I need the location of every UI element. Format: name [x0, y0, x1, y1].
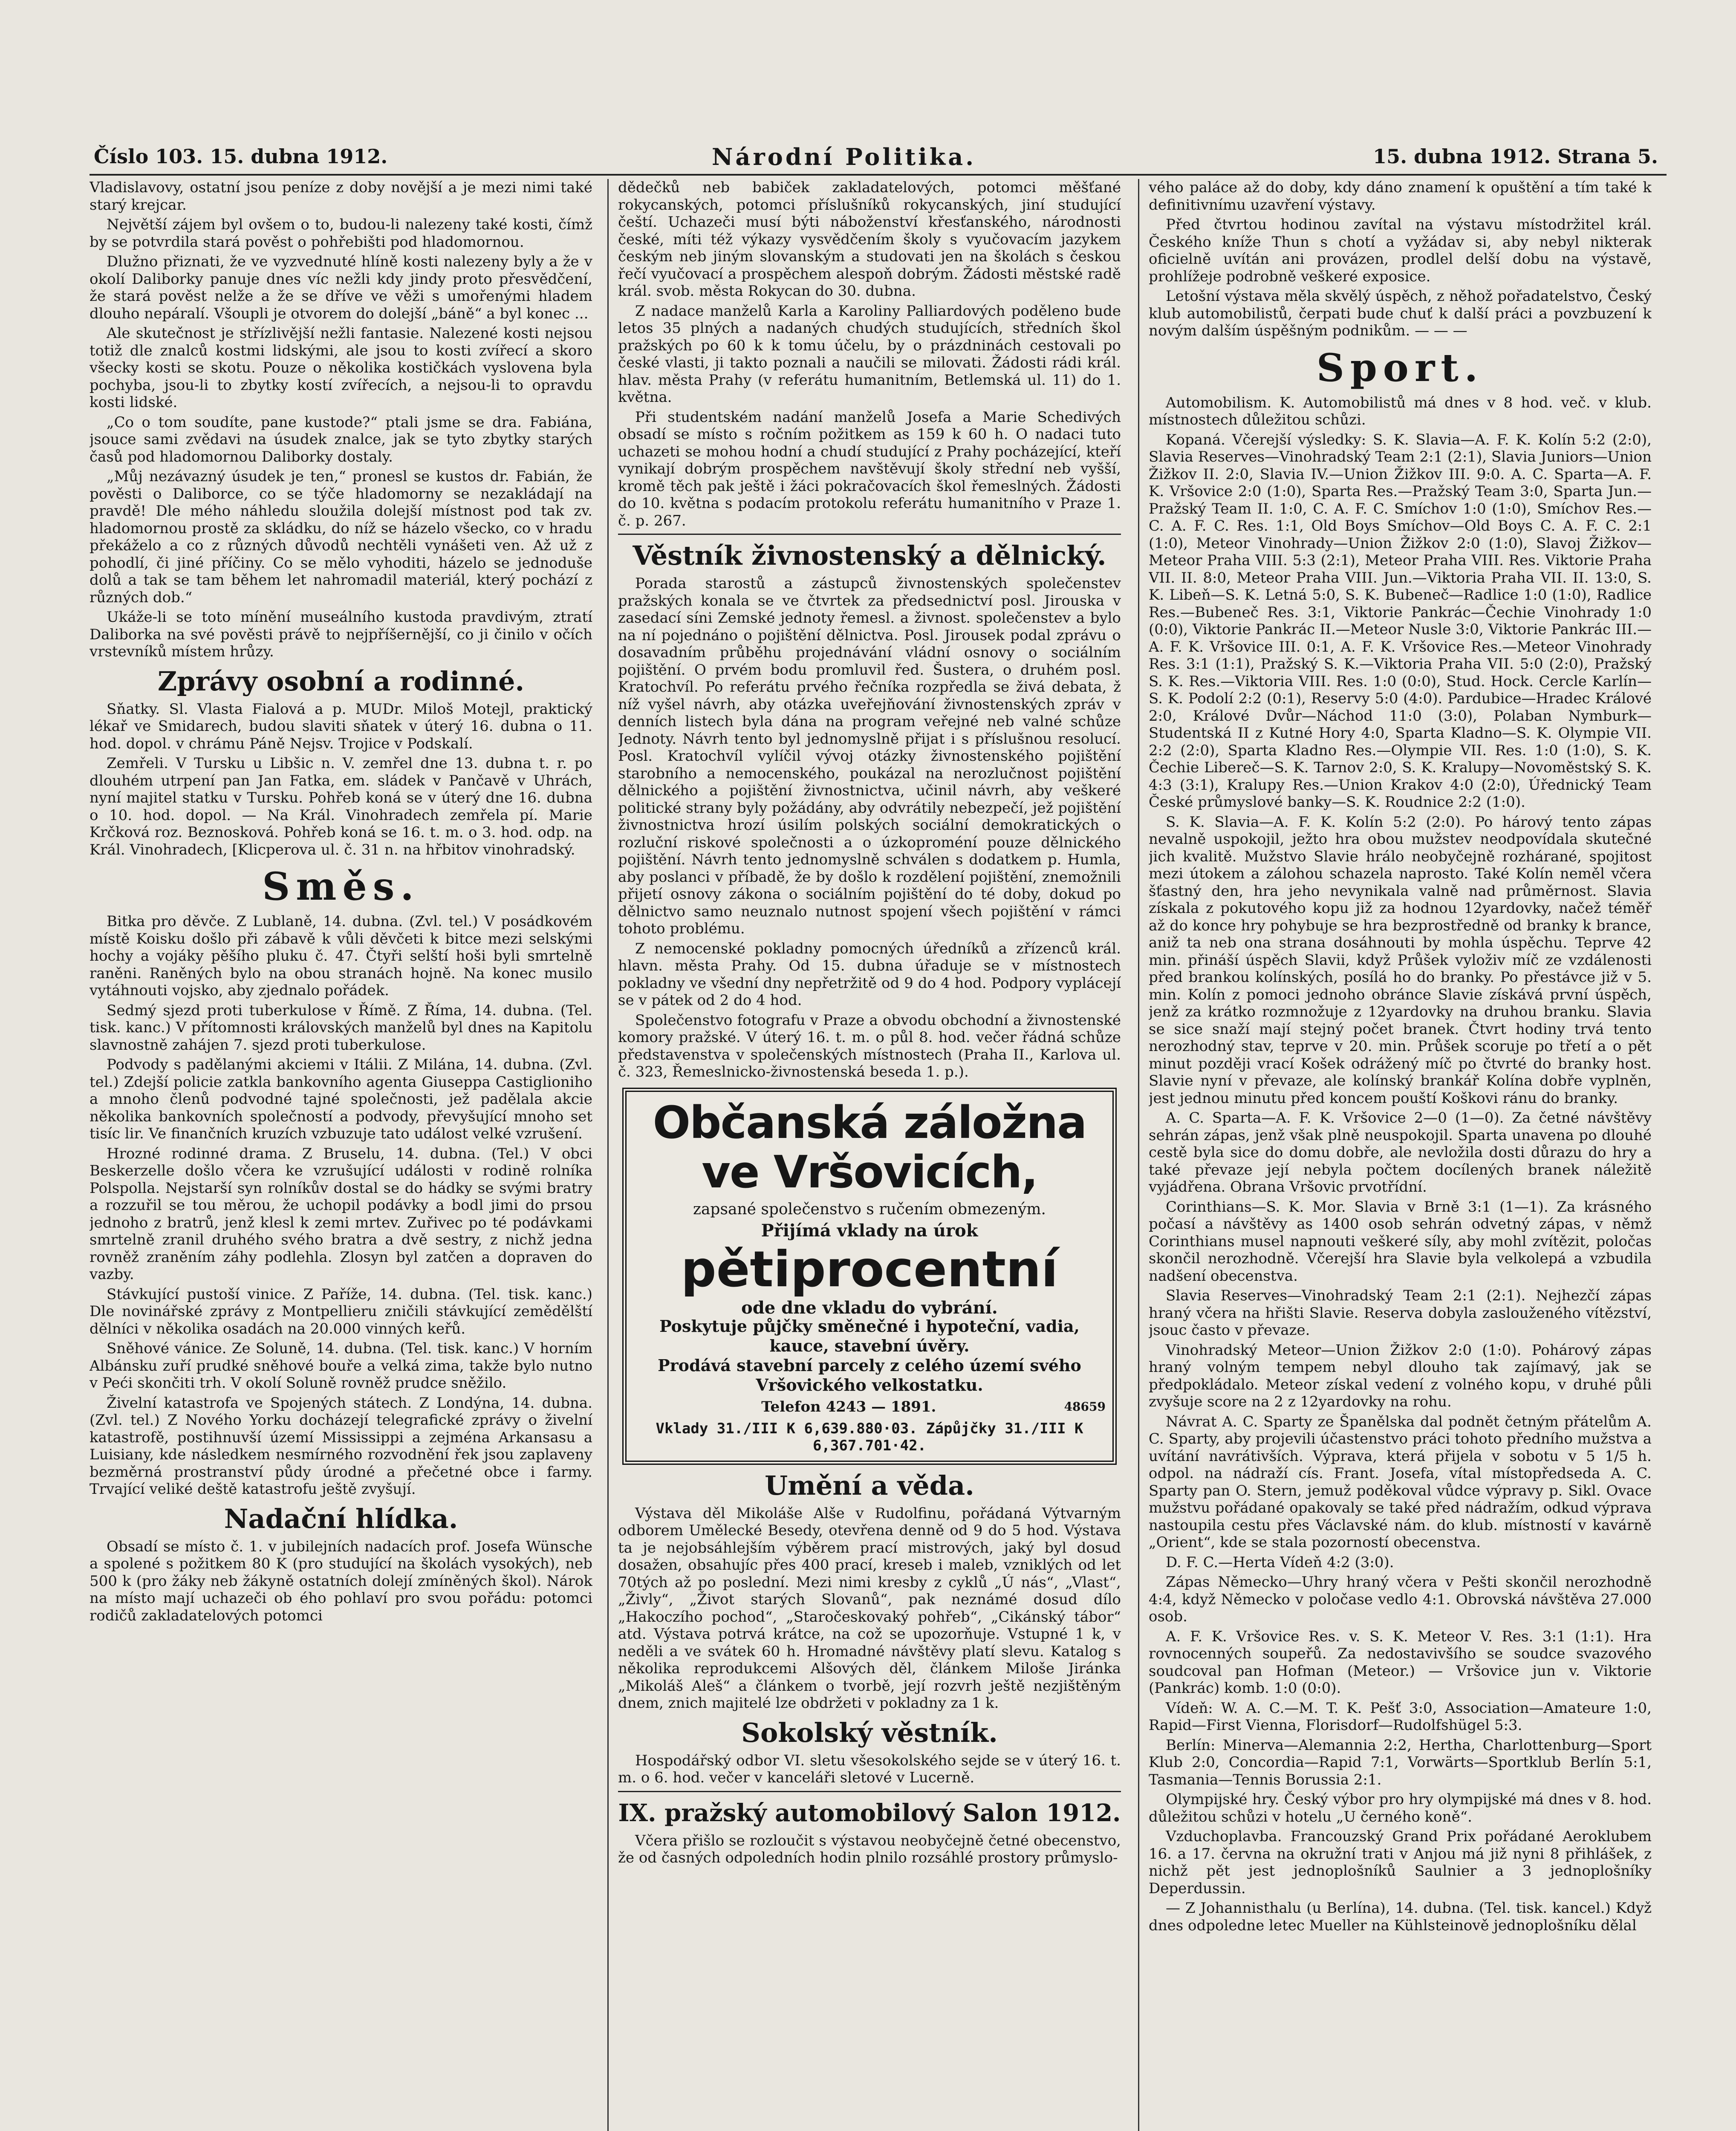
divider — [618, 1791, 1121, 1792]
paragraph: Vídeň: W. A. C.—M. T. K. Pešť 3:0, Association—Amateure 1:0, Rapid—First Vienna, Florisdorf—Rudolfshügel 5:3. — [1149, 1699, 1652, 1734]
paragraph: Hospodářský odbor VI. sletu všesokolského sejde se v úterý 16. t. m. o 6. hod. večer v kanceláři sletové v Lucerně. — [618, 1752, 1121, 1786]
paragraph: Podvody s padělanými akciemi v Itálii. Z Milána, 14. dubna. (Zvl. tel.) Zdejší policie zatkla bankovního agenta Giuseppa Castiglioniho a mnoho členů podvodné tajné společnosti, jež padělala akcie několika bankovních společností a podvody, převyšující mnoho set tisíc lir. Ve finančních kruzích vzbuzuje tato událost velké vzrušení. — [90, 1056, 592, 1142]
ad-deposits: Vklady 31./III K 6,639.880·03. Zápůjčky 31./III K 6,367.701·42. — [656, 1420, 1083, 1454]
paragraph: Včera přišlo se rozloučit s výstavou neobyčejně četné obecenstvo, že od časných odpoledních hodin plnilo rozsáhlé prostory průmyslo- — [618, 1832, 1121, 1866]
column-3 — [1149, 179, 1652, 2131]
column-divider — [1138, 179, 1139, 2131]
page-info: 15. dubna 1912. Strana 5. — [1373, 145, 1658, 168]
section-heading: Nadační hlídka. — [224, 1503, 458, 1534]
section-heading: IX. pražský automobilový Salon 1912. — [618, 1799, 1121, 1827]
paragraph: Vinohradský Meteor—Union Žižkov 2:0 (1:0). Pohárový zápas hraný volným tempem nebyl dlouho tak zajímavý, jak se předpokládalo. Meteor získal vedení z volného kopu, v druhé půli zvyšuje score na 2 z 12yardovky na rohu. — [1149, 1341, 1652, 1410]
ad-phone — [633, 1398, 1106, 1416]
header-rule — [90, 174, 1667, 176]
paragraph: Hrozné rodinné drama. Z Bruselu, 14. dubna. (Tel.) V obci Beskerzelle došlo včera ke vzrušující události v rodině rolníka Polspolla. Nejstarší syn rolníkův dostal se do hádky se svými bratry a rozzuřil se tou měrou, že uchopil podávky a bodl jimi do prsou jednoho z bratrů, jenž klesl k zemi mrtev. Zuřivec po té podávkami smrtelně zranil druhého svého bratra a dvě sestry, z nichž jedna rovněž zraněním záhy podlehla. Zlosyn byl zatčen a dopraven do vazby. — [90, 1145, 592, 1283]
paragraph: Z nemocenské pokladny pomocných úředníků a zřízenců král. hlavn. města Prahy. Od 15. dubna úřaduje se v místnostech pokladny ve všední dny nepřetržitě od 9 do 4 hod. Podpory vyplácejí se v pátek od 2 do 4 hod. — [618, 940, 1121, 1009]
paragraph: Sedmý sjezd proti tuberkulose v Římě. Z Říma, 14. dubna. (Tel. tisk. kanc.) V přítomnosti královských manželů byl dnes na Kapitolu slavnostně zahájen 7. sjezd proti tuberkulose. — [90, 1002, 592, 1054]
divider — [618, 534, 1121, 535]
paragraph: Ukáže-li se toto mínění museálního kustoda pravdivým, ztratí Daliborka na své pověsti právě to nejpříšernější, co ji činilo v očích vrstevníků místem hrůzy. — [90, 609, 592, 660]
paragraph: Porada starostů a zástupců živnostenských společenstev pražských konala se ve čtvrtek za předsednictví posl. Jirouska v zasedací síni Zemské jednoty řemesl. a živnost. společenstev a bylo na ní pojednáno o pojištění dělnictva. Posl. Jirousek podal zprávu o dosavadním průběhu projednávání vládní osnovy o sociálním pojištění. O prvém bodu promluvil řed. Šustera, o druhém posl. Kratochvíl. Po referátu prvého řečníka rozpředla se živá debata, ž níž vyšel návrh, aby otázka uveřejňování živnostenských zpráv v denních listech byla dána na program veřejné neb valné schůze Jednoty. Návrh tento byl jednomyslně přijat i s příslušnou resolucí. Posl. Kratochvíl vylíčil vývoj otázky živnostenského pojištění starobního a nemocenského, poukázal na nerozlučnost pojištění dělnického a pojištění živnostnictva, učinil návrh, aby veškeré politické strany byly požádány, aby odvrátily nebezpečí, jež pojištění živnostnictva hrozí úsilím polských sociální demokratických o rozluční riskové společnosti a o úzkoproméní pouze dělnického pojištění. Návrh tento jednomyslně schválen s dodatkem p. Humla, aby poslanci v příbadě, že by došlo k rozdělení pojištění, znemožnili přijetí osnovy zákona o sociálním pojištění do té doby, dokud po dělnictvo samo neuznalo nutnost spojení všech pojištění v rámci tohoto problému. — [618, 575, 1121, 937]
ad-interest: pětiprocentní — [681, 1240, 1058, 1298]
paragraph: Sněhové vánice. Ze Soluně, 14. dubna. (Tel. tisk. kanc.) V horním Albánsku zuří prudké sněhové bouře a velká zima, takže bylo nutno v Peći skončiti trh. V okolí Soluně rovněž prudce sněžilo. — [90, 1340, 592, 1392]
ad-line: ode dne vkladu do vybrání. — [741, 1297, 998, 1318]
paragraph: Živelní katastrofa ve Spojených státech. Z Londýna, 14. dubna. (Zvl. tel.) Z Nového Yorku docházejí telegrafické zprávy o živelní katastrofě, postihnuvší území Mississippi a zejména Arkansasu a Luisiany, kde následkem nesmírného rozvodnění řek jsou zaplaveny bezměrná prostranství půdy úrodné a přečetné obce i farmy. Trvající veliké deště katastrofu ještě zvyšují. — [90, 1394, 592, 1498]
paragraph: Corinthians—S. K. Mor. Slavia v Brně 3:1 (1—1). Za krásného počasí a návštěvy as 1400 osob sehrán odvetný zápas, v němž Corinthians musel napnouti veškeré síly, aby mohl zvítězit, poločas skončil nerozhodně. Včerejší hra Slavie byla velkolepá a vzbudila nadšení obecenstva. — [1149, 1198, 1652, 1285]
section-heading: Umění a věda. — [765, 1470, 974, 1501]
paragraph: Vladislavovy, ostatní jsou peníze z doby novější a je mezi nimi také starý krejcar. — [90, 179, 592, 214]
paragraph: — Z Johannisthalu (u Berlína), 14. dubna. (Tel. tisk. kancel.) Když dnes odpoledne letec Mueller na Kühlsteinově jednoplošníku dělal — [1149, 1900, 1652, 1934]
column-2 — [618, 179, 1121, 2131]
paragraph: „Co o tom soudíte, pane kustode?“ ptali jsme se dra. Fabiána, jsouce sami zvědavi na úsudek znalce, jak se tyto zbytky starých časů pod hladomornou Daliborky dostaly. — [90, 413, 592, 465]
section-heading: Sport. — [1316, 345, 1484, 390]
issue-info: Číslo 103. 15. dubna 1912. — [94, 145, 388, 168]
paragraph: D. F. C.—Herta Vídeň 4:2 (3:0). — [1166, 1553, 1394, 1571]
paragraph: A. F. K. Vršovice Res. v. S. K. Meteor V. Res. 3:1 (1:1). Hra rovnocenných soupeřů. Za nedostavivšího se soudce svazového soudcoval pan Hofman (Meteor.) — Vršovice jun v. Viktorie (Pankrác) komb. 1:0 (0:0). — [1149, 1628, 1652, 1697]
column-divider — [607, 179, 609, 2131]
ad-line: Přijímá vklady na úrok — [761, 1221, 978, 1241]
column-1 — [90, 179, 592, 2131]
paragraph: S. K. Slavia—A. F. K. Kolín 5:2 (2:0). Po hárový tento zápas nevalně uspokojil, ježto hra obou mužstev neodpovídala skutečné jich kvalitě. Mužstvo Slavie hrálo neobyčejně rozhárané, spojitost mezi útokem a zálohou schazela naprosto. Také Kolín neměl včera šťastný den, hra jeho nevynikala valně nad průměrnost. Slavia získala z pokutového kopu již za hodnou 12yardovky, načež téměř až do konce hry pohybuje se hra bezprostředně od branky k brance, aniž ta neb ona strana dosáhnouti by mohla úspěchu. Teprve 42 min. přináší úspěch Slavii, když Průšek vyloživ míč ze vzdálenosti před brankou kolínských, posílá ho do branky. Po přestávce již v 5. min. Kolín z pomoci jednoho obránce Slavie získává první úspěch, jenž za krátko rozmnožuje z 12yardovky na druhou branku. Slavia se sice snaží mají stejný počet branek. Čtvrt hodiny trvá tento nerozhodný stav, teprve v 20. min. Průšek scoruje po třetí a o pět minut později vrací Košek odrážený míč po čtvrté do branky host. Slavie nyní v převaze, ale kolínský brankář Kolína dobře vyplněn, jest jednou minutu před koncem pouští Koškovi ránu do branky. — [1149, 813, 1652, 1107]
paragraph: Automobilism. K. Automobilistů má dnes v 8 hod. več. v klub. místnostech důležitou schůzi. — [1149, 394, 1652, 428]
paragraph: vého paláce až do doby, kdy dáno znamení k opuštění a tím také k definitivnímu uzavření výstavy. — [1149, 179, 1652, 214]
paragraph: Před čtvrtou hodinou zavítal na výstavu místodržitel král. Českého kníže Thun s chotí a vyžádav si, aby nebyl nikterak oficielně uvítán ani provázen, prodlel delší dobu na výstavě, prohlížeje podrobně veškeré exposice. — [1149, 216, 1652, 285]
paragraph: Zápas Německo—Uhry hraný včera v Pešti skončil nerozhodně 4:4, když Německo v poločase vedlo 4:1. Obrovská návštěva 27.000 osob. — [1149, 1574, 1652, 1625]
paragraph: Obsadí se místo č. 1. v jubilejních nadacích prof. Josefa Wünsche a spolené s požitkem 80 K (pro studující na školách vysokých), neb 500 k (pro žáky neb žákyně ostatních dolejí zmíněných škol). Nárok na místo mají uchazeči ob ého pohlaví pro svou pořádu: potomci rodičů zakladatelových potomci — [90, 1538, 592, 1624]
paragraph: Z nadace manželů Karla a Karoliny Palliardových poděleno bude letos 35 plných a nadaných chudých studujících, středních škol pražských po 60 k k tomu účelu, by o prázdninách cestovali po české vlasti, ji takto poznali a naučili se milovati. Žádosti rádi král. hlav. města Prahy (v referátu humanitním, Betlemská ul. 11) do 1. května. — [618, 302, 1121, 406]
section-heading: Věstník živnostenský a dělnický. — [633, 540, 1106, 571]
paragraph: Vzduchoplavba. Francouzský Grand Prix pořádané Aeroklubem 16. a 17. června na okružní trati v Anjou má již nyni 8 přihlášek, z nichž pět jest jednoplošníků Saulnier a 3 jednoplošníky Deperdussin. — [1149, 1828, 1652, 1897]
newspaper-page — [64, 141, 1684, 2131]
paragraph: Stávkující pustoší vinice. Z Paříže, 14. dubna. (Tel. tisk. kanc.) Dle novinářské zprávy z Montpellieru zničili stávkující zemědělští dělníci v několika osadách na 20.000 vinných keřů. — [90, 1285, 592, 1337]
ad-number: 48659 — [1064, 1400, 1106, 1414]
paragraph: Ale skutečnost je střízlivější nežli fantasie. Nalezené kosti nejsou totiž dle znalců kostmi lidskými, ale jsou to kosti zvířecí a skoro všecky kosti se skotu. Pouze o několika kostičkách vyslovena byla pochyba, jsou-li to zbytky kostí zvířecích, a nejsou-li to opravdu kosti lidské. — [90, 325, 592, 411]
paragraph: Společenstvo fotografu v Praze a obvodu obchodní a živnostenské komory pražské. V úterý 16. t. m. o půl 8. hod. večer řádná schůze představenstva v společenských místnostech (Praha II., Karlova ul. č. 323, Řemeslnicko-živnostenská beseda 1. p.). — [618, 1011, 1121, 1080]
masthead: Národní Politika. — [712, 143, 976, 170]
paragraph: Letošní výstava měla skvělý úspěch, z něhož pořadatelstvo, Český klub automobilistů, čerpati bude chuť k další práci a povzbuzení k novým dalším úspěšným podnikům. — — — — [1149, 288, 1652, 339]
paragraph: Olympijské hry. Český výbor pro hry olympijské má dnes v 8. hod. důležitou schůzi v hotelu „U černého koně“. — [1149, 1791, 1652, 1825]
ad-line: Poskytuje půjčky směnečné i hypoteční, vadia, kauce, stavební úvěry. — [659, 1317, 1080, 1355]
section-heading: Směs. — [262, 864, 420, 909]
paragraph: Návrat A. C. Sparty ze Španělska dal podnět četným přátelům A. C. Sparty, aby projevili účastenstvo práci tohoto předního mužstva a uvítání navrátivších. Výprava, která přijela v sobotu v 5 1/5 h. odpol. na nádraží cís. Frant. Josefa, vítal místopředseda A. C. Sparty pan O. Stern, jemuž poděkoval vůdce výpravy p. Sikl. Ovace mužstvu pořádané opakovaly se také před nádražím, odkud výprava nastoupila cestu přes Václavské nám. do klub. místností v kavárně „Orient“, kde se stala pozorností obecenstva. — [1149, 1413, 1652, 1551]
ad-telephone: Telefon 4243 — 1891. — [761, 1398, 936, 1415]
paragraph: Sňatky. Sl. Vlasta Fialová a p. MUDr. Miloš Motejl, praktický lékař ve Smidarech, budou slaviti sňatek v úterý 16. dubna o 11. hod. dopol. v chrámu Páně Nejsv. Trojice v Podskalí. — [90, 700, 592, 752]
paragraph: Slavia Reserves—Vinohradský Team 2:1 (2:1). Nejhezčí zápas hraný včera na hřišti Slavie. Reserva dobyla zaslouženého vítězství, jsouc často v převaze. — [1149, 1287, 1652, 1339]
paragraph: Bitka pro děvče. Z Lublaně, 14. dubna. (Zvl. tel.) V posádkovém místě Koisku došlo při zábavě k vůli děvčeti k bitce mezi selskými hochy a vojáky pěšího pluku č. 47. Čtyři selští hoši byli smrtelně raněni. Raněných bylo na obou stranách hojně. Na konec musilo vytáhnouti vojsko, aby zjednalo pořádek. — [90, 913, 592, 999]
paragraph: Při studentském nadání manželů Josefa a Marie Schedivých obsadí se místo s ročním požitkem as 159 k 60 h. O nadaci tuto uchazeti se mohou hodní a chudí studující z Prahy pocházející, kteří vynikají dobrým prospěchem navštěvují školy střední neb vyšší, kromě těch pak ještě i žáci pokračovacích škol řemeslných. Žádosti do 10. května s podacím protokolu referátu humanitního v Praze 1. č. p. 267. — [618, 408, 1121, 529]
ad-line: Prodává stavební parcely z celého území svého Vršovického velkostatku. — [658, 1356, 1081, 1395]
ad-title: ve Vršovicích, — [702, 1146, 1037, 1198]
paragraph: Největší zájem byl ovšem o to, budou-li nalezeny také kosti, čímž by se potvrdila stará pověst o pohřebišti pod hladomornou. — [90, 216, 592, 251]
paragraph: Dlužno přiznati, že ve vyzvednuté hlíně kosti nalezeny byly a že v okolí Daliborky panuje dnes víc nežli kdy jindy proto přesvědčení, že stará pověst nelže a že se dříve ve věži s umořenými hladem dlouho nepáralí. Všoupli je otvorem do dolejší „báně“ a byl konec ... — [90, 253, 592, 322]
paragraph: A. C. Sparta—A. F. K. Vršovice 2—0 (1—0). Za četné návštěvy sehrán zápas, jenž však plně neuspokojil. Sparta unavena po dlouhé cestě byla sice do domu dobře, ale nevložila dosti důrazu do hry a také převaze její nebyla počtem docílených branek náležitě vyjádřena. Obrana Vršovic prvotřídní. — [1149, 1109, 1652, 1195]
ad-subtitle: zapsané společenstvo s ručením obmezeným. — [693, 1200, 1046, 1218]
ad-title: Občanská záložna — [653, 1096, 1086, 1149]
page-header — [64, 141, 1684, 170]
section-heading: Sokolský věstník. — [741, 1717, 998, 1748]
paragraph: Kopaná. Včerejší výsledky: S. K. Slavia—A. F. K. Kolín 5:2 (2:0), Slavia Reserves—Vinohradský Team 2:1 (2:1), Slavia Juniors—Union Žižkov II. 2:0, Slavia IV.—Union Žižkov III. 9:0. A. C. Sparta—A. F. K. Vršovice 2:0 (1:0), Sparta Res.—Pražský Team 3:0, Sparta Jun.—Pražský Team II. 1:0, C. A. F. C. Smíchov 1:0 (1:0), Smíchov Res.—C. A. F. C. Res. 1:1, Old Boys Smíchov—Old Boys C. A. F. C. 2:1 (1:0), Meteor Vinohrady—Union Žižkov 2:0 (1:0), Slavoj Žižkov—Meteor Praha VIII. 5:3 (2:1), Meteor Praha VIII. Res. Viktorie Praha VII. II. 8:0, Meteor Praha VIII. Jun.—Viktoria Praha VII. II. 13:0, S. K. Libeň—S. K. Letná 5:0, S. K. Bubeneč—Radlice 1:0 (1:0), Radlice Res.—Bubeneč Res. 3:1, Viktorie Pankrác—Čechie Vinohrady 1:0 (0:0), Viktorie Pankrác II.—Meteor Nusle 3:0, Viktorie Pankrác III.—A. F. K. Vršovice III. 0:1, A. F. K. Vršovice Res.—Meteor Vinohrady Res. 3:1 (1:1), Pražský S. K.—Viktoria Praha VII. 5:0 (2:0), Pražský S. K. Res.—Viktoria VIII. Res. 1:0 (0:0), Stud. Hock. Cercle Karlín—S. K. Podolí 2:2 (0:1), Reservy 5:0 (4:0). Pardubice—Hradec Králové 2:0, Králové Dvůr—Náchod 11:0 (3:0), Polaban Nymburk—Studentská II z Kutné Hory 4:0, Sparta Kladno—S. K. Olympie VII. 2:2 (2:0), Sparta Kladno Res.—Olympie VII. Res. 1:0 (1:0), S. K. Čechie Libereč—S. K. Tarnov 2:0, S. K. Kralupy—Novoměstský S. K. 4:3 (3:1), Kralupy Res.—Union Krakov 4:0 (2:0), Úřednický Team České průmyslové banky—S. K. Roudnice 2:2 (1:0). — [1149, 431, 1652, 811]
paragraph: Výstava děl Mikoláše Alše v Rudolfinu, pořádaná Výtvarným odborem Umělecké Besedy, otevřena denně od 9 do 5 hod. Výstava ta je nejobsáhlejším výběrem prací mistrových, jaký byl dosud dosažen, obsahujíc přes 400 prací, kreseb i maleb, vzniklých od let 70tých až po poslední. Mezi nimi kresby z cyklů „Ú nás“, „Vlast“, „Živly“, „Život starých Slovanů“, pak neznámé dosud dílo „Hakoczího pochod“, „Staročeskovaký pohřeb“, „Cikánský tábor“ atd. Výstava potrvá krátce, na což se upozorňuje. Vstupné 1 k, v neděli a ve svátek 60 h. Hromadné návštěvy platí slevu. Katalog s několika reprodukcemi Alšových děl, článkem Miloše Jiránka „Mikoláš Aleš“ a článkem o tvorbě, její rozvrh ještě nezjištěným dnem, znich majitelé lze obdržeti v pokladny za 1 k. — [618, 1504, 1121, 1712]
paragraph: „Můj nezávazný úsudek je ten,“ pronesl se kustos dr. Fabián, že pověsti o Daliborce, co se týče hladomorny se nezakládají na pravdě! Dle mého náhledu sloužila dolejší místnost pod tak zv. hladomornou prostě za skládku, do níž se házelo všecko, co v hradu překáželo a co z různých důvodů nechtěli vynášeti ven. Až už z pohodlí, či jiné příčiny. Co se mělo vyhoditi, házelo se jednoduše dolů a tak se tam během let nahromadil materiál, který pochází z různých dob.“ — [90, 468, 592, 606]
bank-advertisement — [622, 1088, 1117, 1465]
paragraph: dědečků neb babiček zakladatelových, potomci měšťané rokycanských, potomci příslušníků rokycanských, jiní studující čeští. Uchazeči musí býti náboženství křesťanského, národnosti české, míti též výkazy vysvědčením školy s vyučovacím jazykem českým neb jiným slovanským a studovati jen na školách s českou řečí vyučovací a prospěchem alespoň dobrým. Žádosti městské radě král. svob. města Rokycan do 30. dubna. — [618, 179, 1121, 300]
paragraph: Zemřeli. V Tursku u Libšic n. V. zemřel dne 13. dubna t. r. po dlouhém utrpení pan Jan Fatka, em. sládek v Pančavě v Uhrách, nyní majitel statku v Tursku. Pohřeb koná se v úterý dne 16. dubna o 10. hod. dopol. — Na Král. Vinohradech zemřela pí. Marie Krčková roz. Beznosková. Pohřeb koná se 16. t. m. o 3. hod. odp. na Král. Vinohradech, [Klicperova ul. č. 31 n. na hřbitov vinohradský. — [90, 755, 592, 858]
section-heading: Zprávy osobní a rodinné. — [157, 665, 525, 697]
paragraph: Berlín: Minerva—Alemannia 2:2, Hertha, Charlottenburg—Sport Klub 2:0, Concordia—Rapid 7:1, Vorwärts—Sportklub Berlín 5:1, Tasmania—Tennis Borussia 2:1. — [1149, 1736, 1652, 1788]
